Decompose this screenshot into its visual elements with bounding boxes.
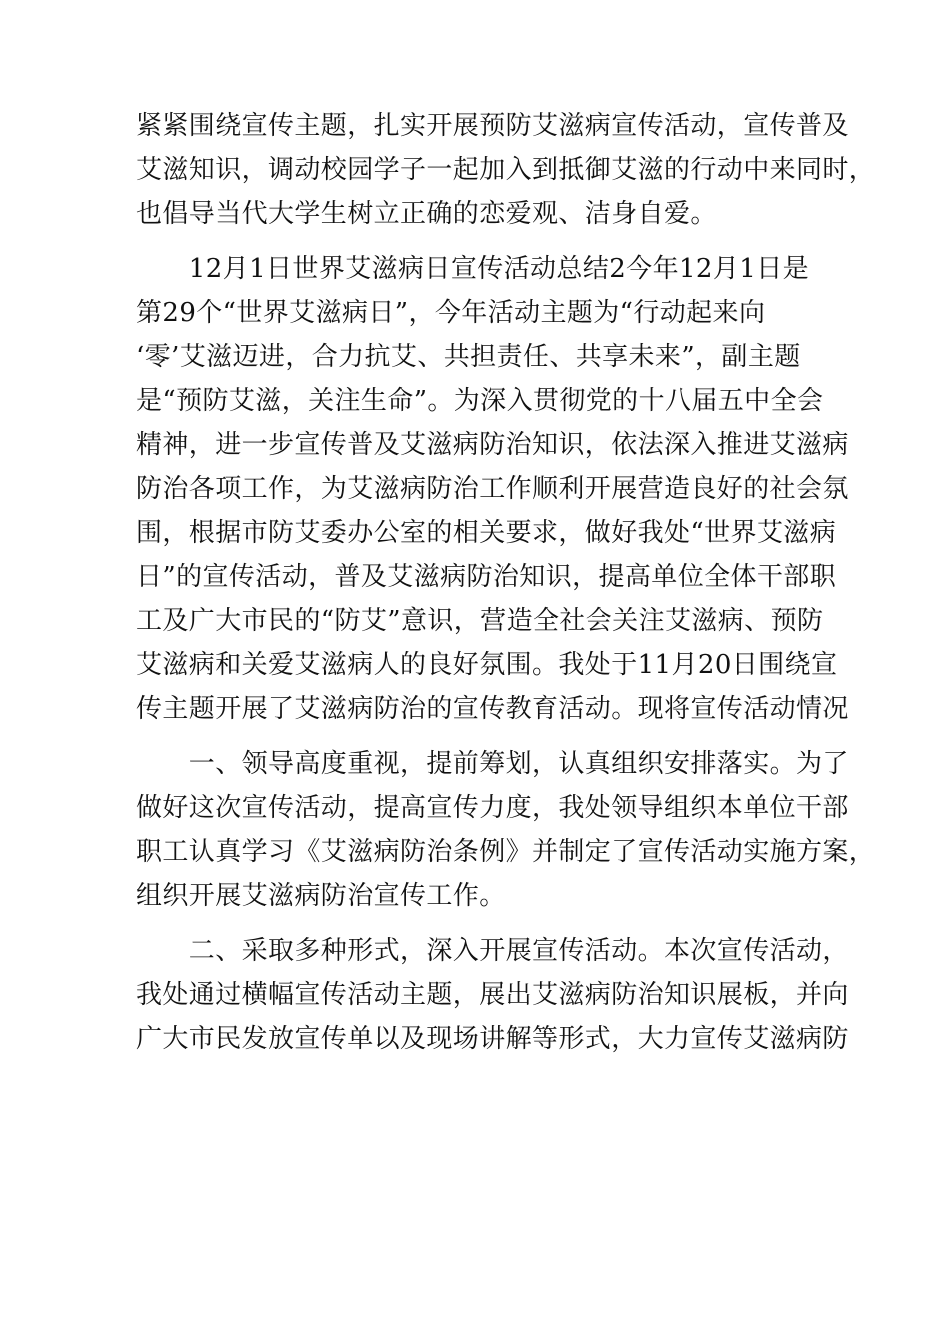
text-line: 职工认真学习《艾滋病防治条例》并制定了宣传活动实施方案， [136, 837, 876, 867]
text-line: 也倡导当代大学生树立正确的恋爱观、洁身自爱。 [136, 199, 717, 229]
text-line: 紧紧围绕宣传主题，扎实开展预防艾滋病宣传活动，宣传普及 [136, 111, 849, 141]
text-line: 精神，进一步宣传普及艾滋病防治知识，依法深入推进艾滋病 [136, 430, 849, 460]
text-line: 工及广大市民的“防艾”意识，营造全社会关注艾滋病、预防 [136, 606, 824, 636]
paragraph-4 [136, 929, 849, 1061]
text-line: 二、采取多种形式，深入开展宣传活动。本次宣传活动， [136, 936, 849, 966]
paragraph-gap [136, 236, 826, 247]
text-line: 我处通过横幅宣传活动主题，展出艾滋病防治知识展板，并向 [136, 980, 849, 1010]
paragraph-2 [136, 247, 849, 731]
text-line: 日”的宣传活动，普及艾滋病防治知识，提高单位全体干部职 [136, 562, 837, 592]
text-line: 艾滋知识，调动校园学子一起加入到抵御艾滋的行动中来同时， [136, 155, 876, 185]
text-line: 广大市民发放宣传单以及现场讲解等形式，大力宣传艾滋病防 [136, 1024, 849, 1054]
text-line: 防治各项工作，为艾滋病防治工作顺利开展营造良好的社会氛 [136, 474, 849, 504]
text-line: 12月1日世界艾滋病日宣传活动总结2今年12月1日是 [136, 254, 809, 284]
text-line: 围，根据市防艾委办公室的相关要求，做好我处“世界艾滋病 [136, 518, 837, 548]
text-line: 艾滋病和关爱艾滋病人的良好氛围。我处于11月20日围绕宣 [136, 650, 838, 680]
document-body [136, 104, 876, 1061]
text-line: ‘零’艾滋迈进，合力抗艾、共担责任、共享未来”，副主题 [136, 342, 801, 372]
text-line: 第29个“世界艾滋病日”，今年活动主题为“行动起来向 [136, 298, 766, 328]
text-line: 传主题开展了艾滋病防治的宣传教育活动。现将宣传活动情况 [136, 694, 849, 724]
text-line: 一、领导高度重视，提前筹划，认真组织安排落实。为了 [136, 749, 849, 779]
paragraph-3 [136, 742, 876, 918]
paragraph-1 [136, 104, 876, 236]
text-line: 是“预防艾滋，关注生命”。为深入贯彻党的十八届五中全会 [136, 386, 824, 416]
paragraph-gap [136, 731, 826, 742]
text-line: 做好这次宣传活动，提高宣传力度，我处领导组织本单位干部 [136, 793, 849, 823]
text-line: 组织开展艾滋病防治宣传工作。 [136, 881, 506, 911]
paragraph-gap [136, 918, 826, 929]
